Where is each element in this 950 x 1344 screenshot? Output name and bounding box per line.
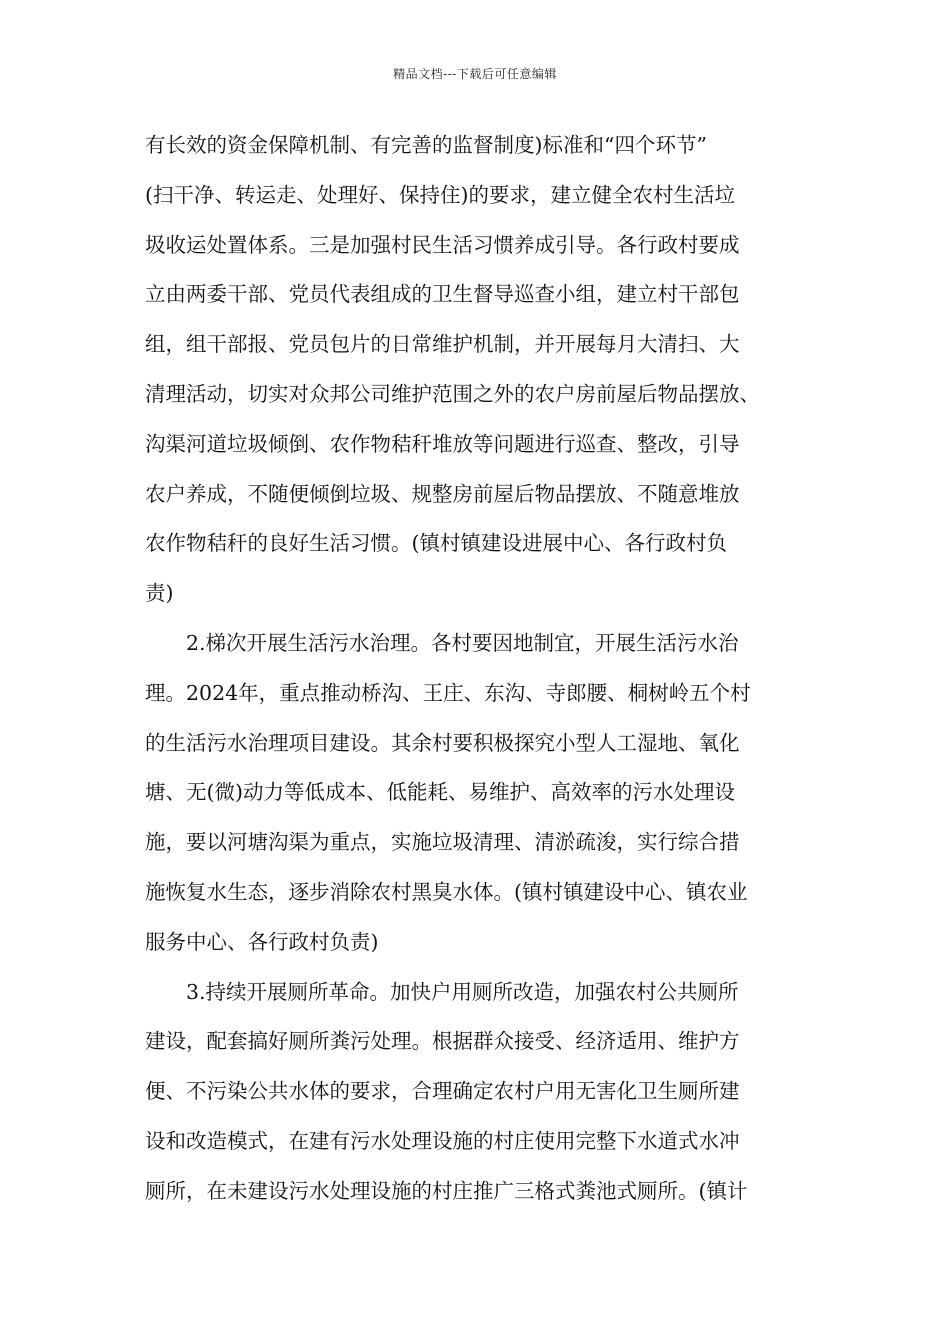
text-line: 设和改造模式，在建有污水处理设施的村庄使用完整下水道式水冲	[145, 1128, 740, 1153]
text-line: 责)	[145, 581, 174, 606]
text-line: 的生活污水治理项目建设。其余村要积极探究小型人工湿地、氧化	[145, 730, 740, 755]
text-line: 施恢复水生态，逐步消除农村黑臭水体。(镇村镇建设中心、镇农业	[145, 879, 748, 904]
text-line: 理。2024年，重点推动桥沟、王庄、东沟、寺郎腰、桐树岭五个村	[145, 680, 751, 705]
text-line: 服务中心、各行政村负责)	[145, 929, 379, 954]
text-line: 农作物秸秆的良好生活习惯。(镇村镇建设进展中心、各行政村负	[145, 531, 727, 556]
paragraph-start-line: 2.梯次开展生活污水治理。各村要因地制宜，开展生活污水治	[186, 630, 739, 655]
page-header: 精品文档---下载后可任意编辑	[393, 67, 557, 81]
text-line: 建设，配套搞好厕所粪污处理。根据群众接受、经济适用、维护方	[145, 1029, 740, 1054]
paragraph-start-line: 3.持续开展厕所革命。加快户用厕所改造，加强农村公共厕所	[186, 979, 739, 1004]
text-line: 农户养成，不随便倾倒垃圾、规整房前屋后物品摆放、不随意堆放	[145, 481, 740, 506]
text-line: 厕所，在未建设污水处理设施的村庄推广三格式粪池式厕所。(镇计	[145, 1178, 748, 1203]
text-line: 圾收运处置体系。三是加强村民生活习惯养成引导。各行政村要成	[145, 232, 740, 257]
document-body	[145, 130, 811, 1226]
text-line: 沟渠河道垃圾倾倒、农作物秸秆堆放等问题进行巡查、整改，引导	[145, 431, 740, 456]
text-line: 施，要以河塘沟渠为重点，实施垃圾清理、清淤疏浚，实行综合措	[145, 830, 740, 855]
text-line: 便、不污染公共水体的要求，合理确定农村户用无害化卫生厕所建	[145, 1079, 740, 1104]
text-line: 塘、无(微)动力等低成本、低能耗、易维护、高效率的污水处理设	[145, 780, 735, 805]
text-line: 清理活动，切实对众邦公司维护范围之外的农户房前屋后物品摆放、	[145, 381, 760, 406]
text-line: 组，组干部报、党员包片的日常维护机制，并开展每月大清扫、大	[145, 332, 740, 357]
text-line: 有长效的资金保障机制、有完善的监督制度)标准和“四个环节”	[145, 133, 707, 157]
text-line: (扫干净、转运走、处理好、保持住)的要求，建立健全农村生活垃	[145, 182, 735, 207]
text-line: 立由两委干部、党员代表组成的卫生督导巡查小组，建立村干部包	[145, 282, 740, 307]
